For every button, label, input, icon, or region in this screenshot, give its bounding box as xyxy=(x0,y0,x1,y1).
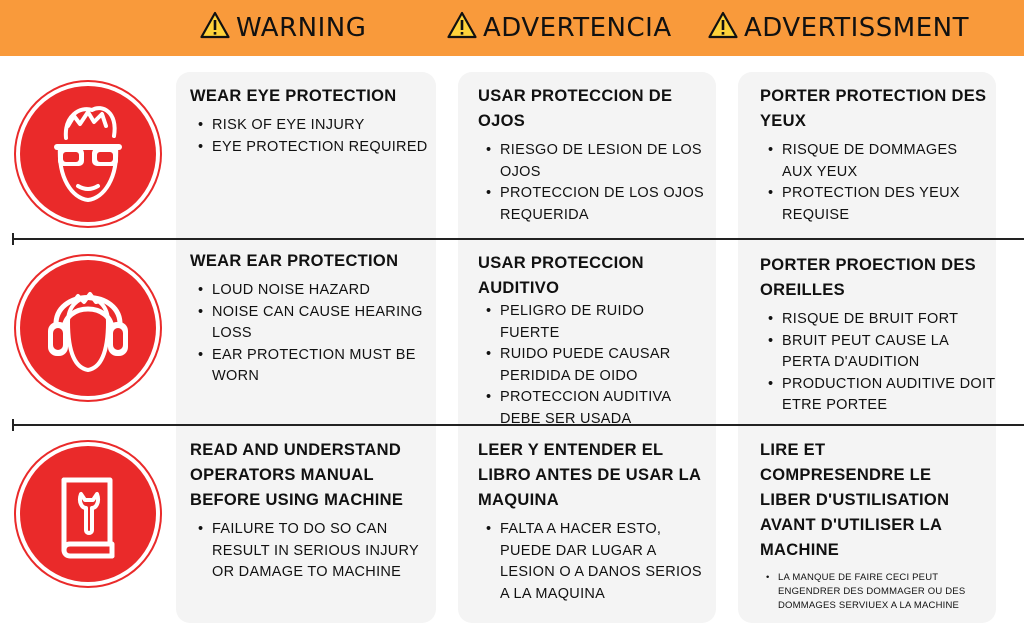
es-manual-title: LEER Y ENTENDER EL LIBRO ANTES DE USAR LA MAQUINA xyxy=(478,441,701,509)
list-item: • LA MANQUE DE FAIRE CECI PEUT ENGENDRER DES DOMMAGER OU DES DOMMAGES SERVIUEX A LA MACHINE xyxy=(778,571,996,613)
list-item: • EAR PROTECTION MUST BE WORN xyxy=(212,345,430,388)
header-bar xyxy=(0,0,1024,56)
list-item: • RISQUE DE DOMMAGES AUX YEUX xyxy=(782,140,990,183)
es-ear-block xyxy=(478,251,708,430)
es-manual-bullets xyxy=(478,519,708,605)
header-advertissment-label: ADVERTISSMENT xyxy=(744,13,969,43)
header-warning-label: WARNING xyxy=(236,13,367,43)
list-item: • PROTECCION AUDITIVA DEBE SER USADA xyxy=(500,387,708,430)
row-divider xyxy=(12,238,1024,240)
header-advertencia-label: ADVERTENCIA xyxy=(483,13,672,43)
header-warning xyxy=(200,8,366,48)
fr-ear-bullets xyxy=(760,309,1000,417)
list-item: • PROTECTION DES YEUX REQUISE xyxy=(782,183,990,226)
list-item: • EYE PROTECTION REQUIRED xyxy=(212,137,430,159)
list-item: • FALTA A HACER ESTO, PUEDE DAR LUGAR A LESION O A DANOS SERIOS A LA MAQUINA xyxy=(500,519,708,605)
warning-triangle-icon xyxy=(447,11,477,46)
en-manual-block xyxy=(190,438,430,584)
list-item: • PRODUCTION AUDITIVE DOIT ETRE PORTEE xyxy=(782,374,1000,417)
list-item: • NOISE CAN CAUSE HEARING LOSS xyxy=(212,302,430,345)
fr-manual-block xyxy=(760,438,996,613)
fr-ear-block xyxy=(760,253,1000,417)
en-ear-block xyxy=(190,249,430,388)
fr-eye-title: PORTER PROTECTION DES YEUX xyxy=(760,87,987,130)
list-item: • RUIDO PUEDE CAUSAR PERIDIDA DE OIDO xyxy=(500,344,708,387)
list-item: • RISQUE DE BRUIT FORT xyxy=(782,309,1000,331)
fr-eye-block xyxy=(760,84,990,226)
list-item: • PELIGRO DE RUIDO FUERTE xyxy=(500,301,708,344)
fr-eye-bullets xyxy=(760,140,990,226)
warning-triangle-icon xyxy=(708,11,738,46)
fr-manual-bullets xyxy=(760,571,996,613)
en-eye-block xyxy=(190,84,430,158)
es-eye-title: USAR PROTECCION DE OJOS xyxy=(478,87,673,130)
warning-triangle-icon xyxy=(200,11,230,46)
list-item: • LOUD NOISE HAZARD xyxy=(212,280,430,302)
es-manual-block xyxy=(478,438,708,605)
list-item: • FAILURE TO DO SO CAN RESULT IN SERIOUS INJURY OR DAMAGE TO MACHINE xyxy=(212,519,430,584)
list-item: • RISK OF EYE INJURY xyxy=(212,115,430,137)
en-ear-title: WEAR EAR PROTECTION xyxy=(190,252,399,270)
en-eye-bullets xyxy=(190,115,430,158)
es-ear-title: USAR PROTECCION AUDITIVO xyxy=(478,254,644,297)
header-advertissment xyxy=(708,8,969,48)
en-manual-bullets xyxy=(190,519,430,584)
fr-manual-title: LIRE ET COMPRESENDRE LE LIBER D'USTILISATION AVANT D'UTILISER LA MACHINE xyxy=(760,441,950,559)
header-advertencia xyxy=(447,8,672,48)
es-eye-bullets xyxy=(478,140,708,226)
ear-muffs-icon xyxy=(20,260,156,396)
list-item: • PROTECCION DE LOS OJOS REQUERIDA xyxy=(500,183,708,226)
en-ear-bullets xyxy=(190,280,430,388)
en-eye-title: WEAR EYE PROTECTION xyxy=(190,87,397,105)
es-ear-bullets xyxy=(478,301,708,430)
fr-ear-title: PORTER PROECTION DES OREILLES xyxy=(760,256,976,299)
en-manual-title: READ AND UNDERSTAND OPERATORS MANUAL BEFORE USING MACHINE xyxy=(190,441,404,509)
safety-goggles-icon xyxy=(20,86,156,222)
manual-book-wrench-icon xyxy=(20,446,156,582)
es-eye-block xyxy=(478,84,708,226)
list-item: • BRUIT PEUT CAUSE LA PERTA D'AUDITION xyxy=(782,331,1000,374)
list-item: • RIESGO DE LESION DE LOS OJOS xyxy=(500,140,708,183)
